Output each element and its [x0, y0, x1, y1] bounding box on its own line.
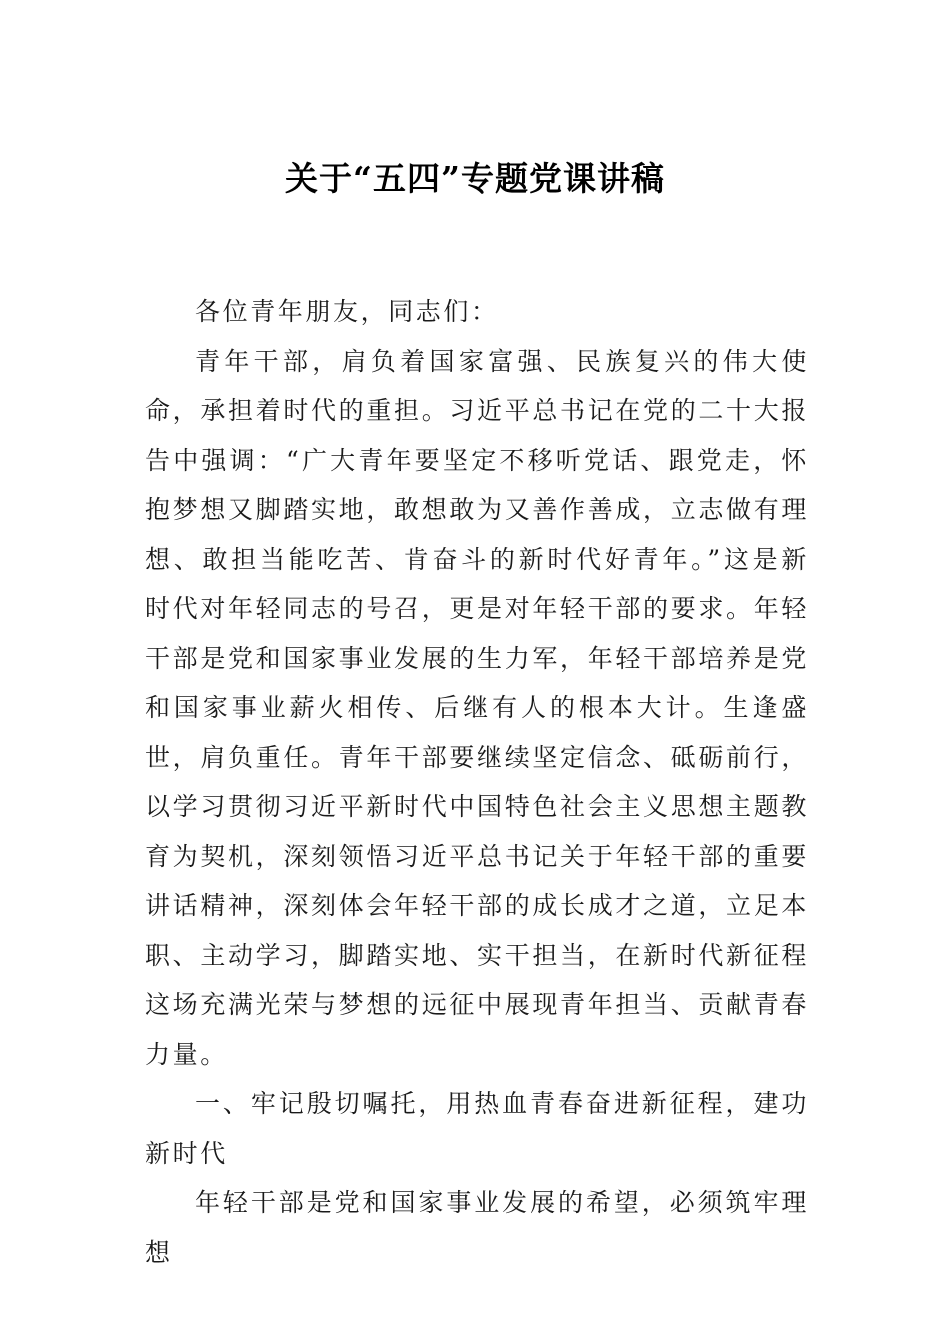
- section-heading: 一、牢记殷切嘱托，用热血青春奋进新征程，建功新时代: [145, 1089, 809, 1168]
- intro-paragraph: 青年干部，肩负着国家富强、民族复兴的伟大使命，承担着时代的重担。习近平总书记在党的二十大报告中强调：“广大青年要坚定不移听党话、跟党走，怀抱梦想又脚踏实地，敢想敢为又善作善成，立志做有理想、敢担当能吃苦、肯奋斗的新时代好青年。”这是新时代对年轻同志的号召，更是对年轻干部的要求。年轻干部是党和国家事业发展的生力军，年轻干部培养是党和国家事业薪火相传、后继有人的根本大计。生逢盛世，肩负重任。青年干部要继续坚定信念、砥砺前行，以学习贯彻习近平新时代中国特色社会主义思想主题教育为契机，深刻领悟习近平总书记关于年轻干部的重要讲话精神，深刻体会年轻干部的成长成才之道，立足本职、主动学习，脚踏实地、实干担当，在新时代新征程这场充满光荣与梦想的远征中展现青年担当、贡献青春力量。: [145, 346, 809, 1069]
- document-title: 关于“五四”专题党课讲稿: [285, 159, 665, 198]
- body-paragraph: 年轻干部是党和国家事业发展的希望，必须筑牢理想: [145, 1188, 809, 1267]
- salutation-paragraph: 各位青年朋友，同志们：: [195, 297, 499, 326]
- document-body: [145, 287, 809, 1277]
